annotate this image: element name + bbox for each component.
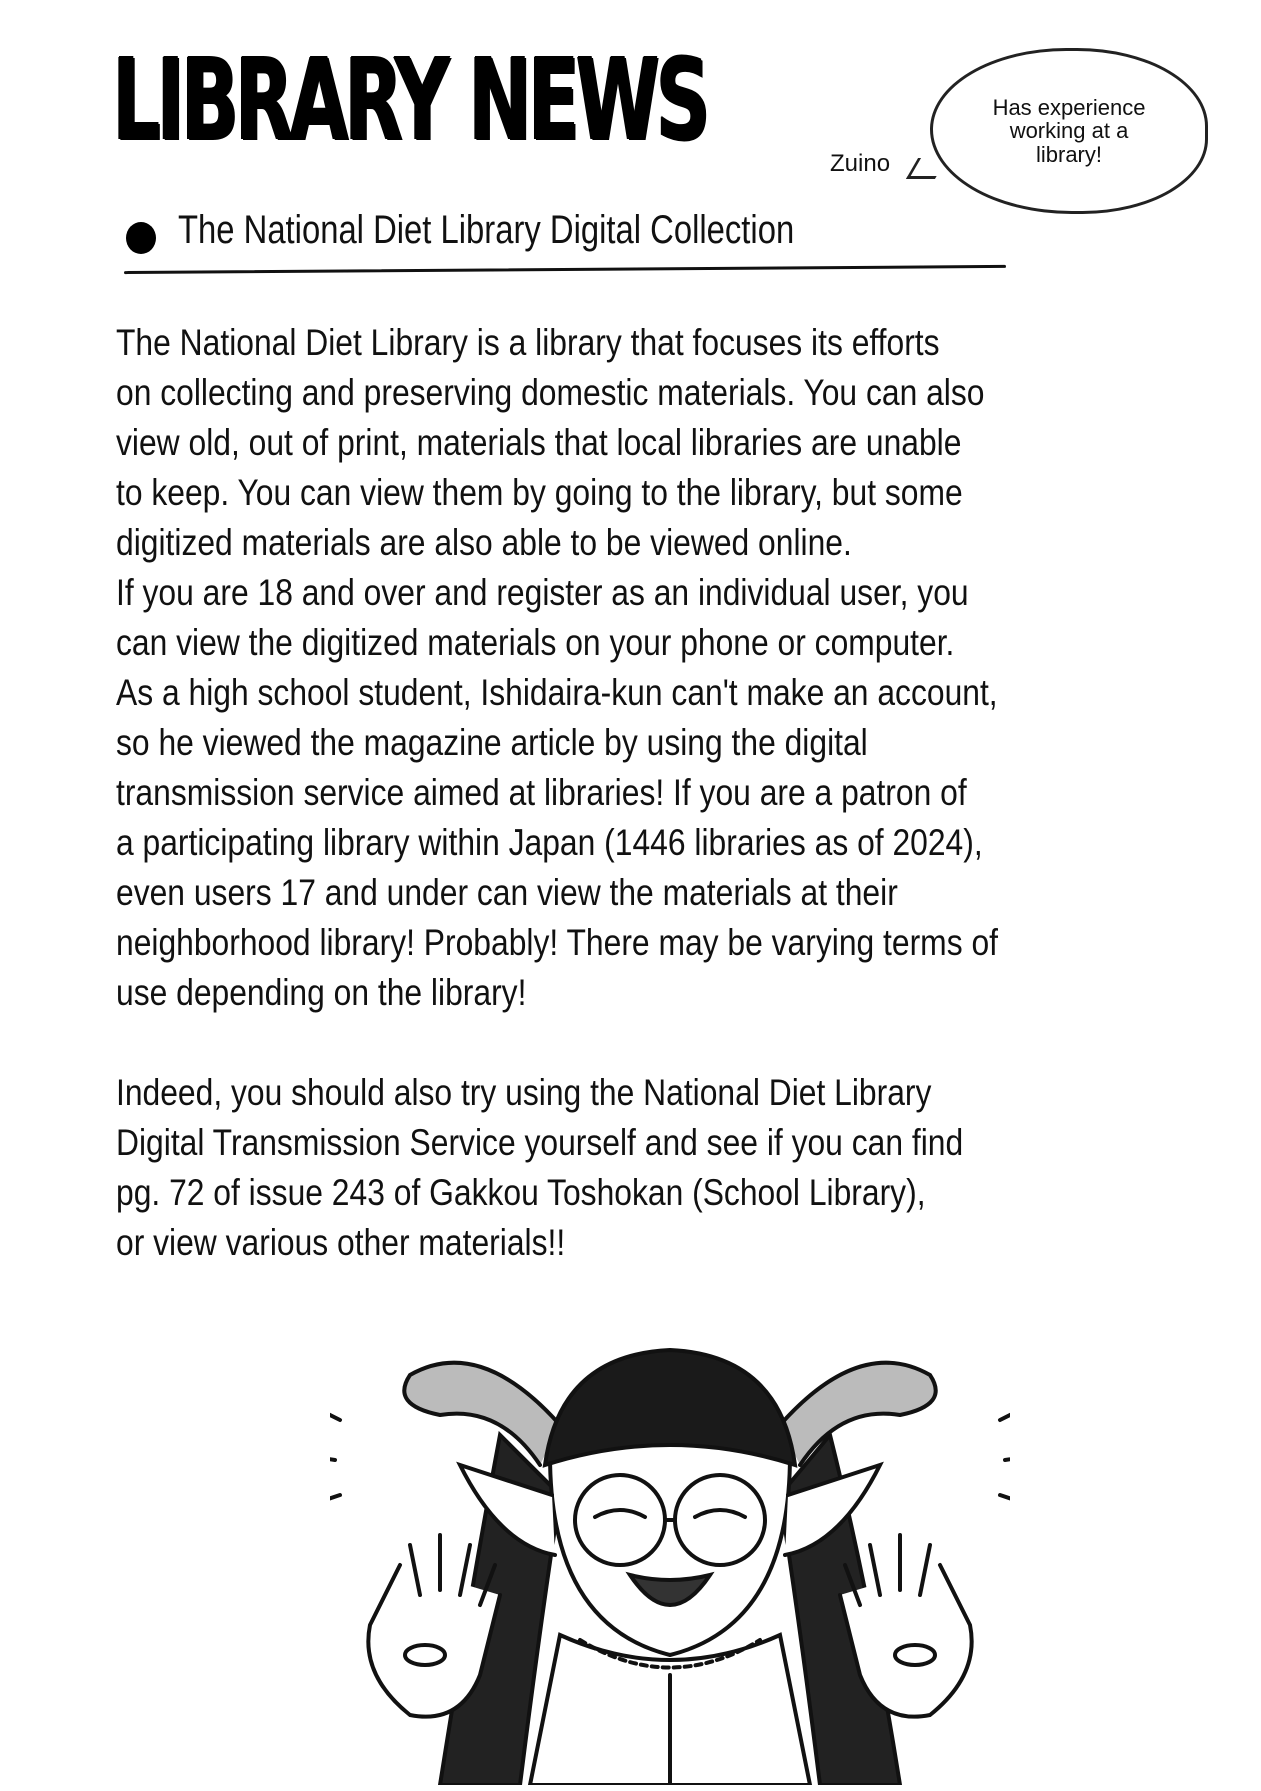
article-body — [116, 318, 1216, 1268]
text-line: use depending on the library! — [116, 972, 527, 1013]
text-line: transmission service aimed at libraries! If you are a patron of — [116, 772, 967, 813]
text-line: The National Diet Library is a library that focuses its efforts — [116, 322, 940, 363]
text-line: view old, out of print, materials that local libraries are unable — [116, 422, 962, 463]
text-line: digitized materials are also able to be viewed online. — [116, 522, 852, 563]
text-line: neighborhood library! Probably! There may be varying terms of — [116, 922, 998, 963]
section-heading: The National Diet Library Digital Collection — [178, 208, 795, 252]
text-line: Indeed, you should also try using the National Diet Library — [116, 1072, 932, 1113]
text-line: Digital Transmission Service yourself and see if you can find — [116, 1122, 964, 1163]
speech-bubble-text: Has experience working at a library! — [992, 95, 1146, 167]
text-line: on collecting and preserving domestic materials. You can also — [116, 372, 985, 413]
text-line: to keep. You can view them by going to the library, but some — [116, 472, 963, 513]
speech-bubble — [930, 48, 1208, 214]
text-line: As a high school student, Ishidaira-kun can't make an account, — [116, 672, 998, 713]
bullet-icon — [126, 222, 156, 254]
text-line: pg. 72 of issue 243 of Gakkou Toshokan (School Library), — [116, 1172, 926, 1213]
text-line: If you are 18 and over and register as an individual user, you — [116, 572, 969, 613]
text-line: can view the digitized materials on your phone or computer. — [116, 622, 955, 663]
text-line: or view various other materials!! — [116, 1222, 566, 1263]
author-name: Zuino — [830, 150, 891, 177]
text-line: even users 17 and under can view the materials at their — [116, 872, 898, 913]
text-line: a participating library within Japan (1446 libraries as of 2024), — [116, 822, 983, 863]
character-illustration — [330, 1295, 1010, 1785]
heading-underline — [124, 265, 1006, 274]
text-line: so he viewed the magazine article by using the digital — [116, 722, 868, 763]
page-title: LIBRARY NEWS — [112, 35, 707, 165]
